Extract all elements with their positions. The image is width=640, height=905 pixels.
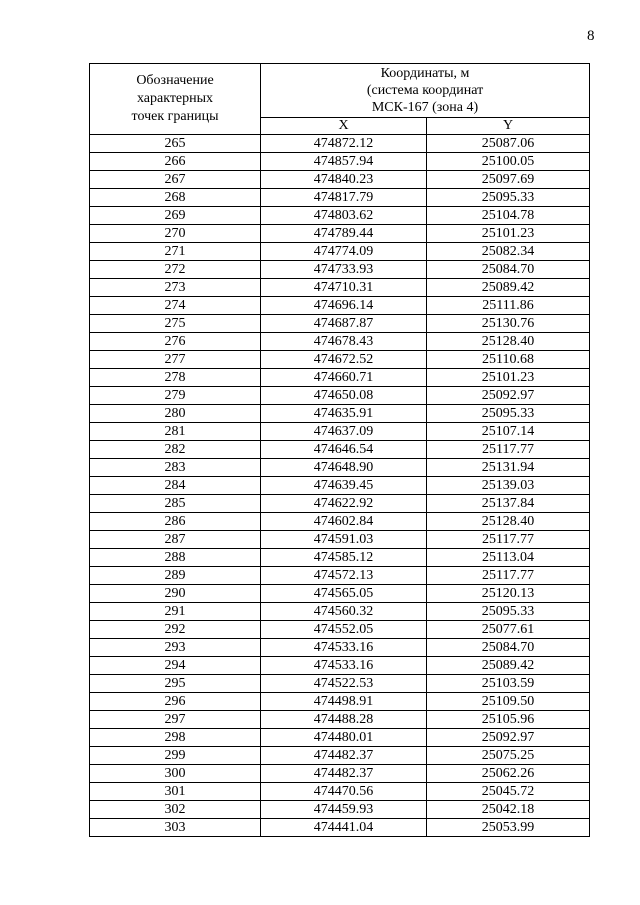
y-coordinate-cell: 25089.42 <box>427 279 590 297</box>
x-coordinate-cell: 474789.44 <box>261 225 427 243</box>
header-points-line-1: Обозначение <box>136 73 214 88</box>
table-row <box>90 243 590 261</box>
point-number-cell: 266 <box>90 153 261 171</box>
y-coordinate-cell: 25097.69 <box>427 171 590 189</box>
y-coordinate-cell: 25117.77 <box>427 441 590 459</box>
table-row <box>90 153 590 171</box>
point-number-cell: 277 <box>90 351 261 369</box>
x-coordinate-cell: 474710.31 <box>261 279 427 297</box>
point-number-cell: 295 <box>90 675 261 693</box>
table-row <box>90 567 590 585</box>
y-coordinate-cell: 25095.33 <box>427 405 590 423</box>
y-coordinate-cell: 25082.34 <box>427 243 590 261</box>
table-row <box>90 549 590 567</box>
point-number-cell: 281 <box>90 423 261 441</box>
y-coordinate-cell: 25107.14 <box>427 423 590 441</box>
header-points <box>90 64 261 135</box>
y-coordinate-cell: 25128.40 <box>427 513 590 531</box>
point-number-cell: 269 <box>90 207 261 225</box>
point-number-cell: 279 <box>90 387 261 405</box>
x-coordinate-cell: 474498.91 <box>261 693 427 711</box>
point-number-cell: 270 <box>90 225 261 243</box>
page-number: 8 <box>587 28 595 44</box>
y-coordinate-cell: 25109.50 <box>427 693 590 711</box>
table-row <box>90 315 590 333</box>
table-row <box>90 675 590 693</box>
x-coordinate-cell: 474840.23 <box>261 171 427 189</box>
y-coordinate-cell: 25105.96 <box>427 711 590 729</box>
point-number-cell: 265 <box>90 135 261 153</box>
y-coordinate-cell: 25089.42 <box>427 657 590 675</box>
x-coordinate-cell: 474672.52 <box>261 351 427 369</box>
x-coordinate-cell: 474622.92 <box>261 495 427 513</box>
table-row <box>90 297 590 315</box>
x-coordinate-cell: 474560.32 <box>261 603 427 621</box>
header-y: Y <box>427 118 590 135</box>
x-coordinate-cell: 474803.62 <box>261 207 427 225</box>
table-row <box>90 387 590 405</box>
table-row <box>90 783 590 801</box>
header-row <box>90 64 590 118</box>
x-coordinate-cell: 474522.53 <box>261 675 427 693</box>
table-row <box>90 441 590 459</box>
y-coordinate-cell: 25100.05 <box>427 153 590 171</box>
table-row <box>90 351 590 369</box>
y-coordinate-cell: 25131.94 <box>427 459 590 477</box>
x-coordinate-cell: 474660.71 <box>261 369 427 387</box>
point-number-cell: 290 <box>90 585 261 603</box>
point-number-cell: 292 <box>90 621 261 639</box>
coordinates-table <box>89 63 590 837</box>
header-points-line-2: характерных <box>136 91 214 106</box>
table-row <box>90 135 590 153</box>
y-coordinate-cell: 25113.04 <box>427 549 590 567</box>
y-coordinate-cell: 25137.84 <box>427 495 590 513</box>
x-coordinate-cell: 474687.87 <box>261 315 427 333</box>
table-row <box>90 765 590 783</box>
y-coordinate-cell: 25101.23 <box>427 225 590 243</box>
point-number-cell: 273 <box>90 279 261 297</box>
point-number-cell: 294 <box>90 657 261 675</box>
point-number-cell: 301 <box>90 783 261 801</box>
x-coordinate-cell: 474480.01 <box>261 729 427 747</box>
point-number-cell: 287 <box>90 531 261 549</box>
x-coordinate-cell: 474602.84 <box>261 513 427 531</box>
point-number-cell: 286 <box>90 513 261 531</box>
table-row <box>90 531 590 549</box>
x-coordinate-cell: 474817.79 <box>261 189 427 207</box>
point-number-cell: 298 <box>90 729 261 747</box>
y-coordinate-cell: 25045.72 <box>427 783 590 801</box>
y-coordinate-cell: 25120.13 <box>427 585 590 603</box>
x-coordinate-cell: 474857.94 <box>261 153 427 171</box>
y-coordinate-cell: 25111.86 <box>427 297 590 315</box>
point-number-cell: 272 <box>90 261 261 279</box>
x-coordinate-cell: 474648.90 <box>261 459 427 477</box>
y-coordinate-cell: 25084.70 <box>427 261 590 279</box>
x-coordinate-cell: 474696.14 <box>261 297 427 315</box>
x-coordinate-cell: 474470.56 <box>261 783 427 801</box>
x-coordinate-cell: 474591.03 <box>261 531 427 549</box>
table-row <box>90 711 590 729</box>
x-coordinate-cell: 474482.37 <box>261 747 427 765</box>
point-number-cell: 302 <box>90 801 261 819</box>
x-coordinate-cell: 474482.37 <box>261 765 427 783</box>
table-header <box>90 64 590 135</box>
table-row <box>90 405 590 423</box>
x-coordinate-cell: 474639.45 <box>261 477 427 495</box>
point-number-cell: 275 <box>90 315 261 333</box>
header-coords-line-3: МСК-167 (зона 4) <box>371 100 479 115</box>
point-number-cell: 285 <box>90 495 261 513</box>
x-coordinate-cell: 474552.05 <box>261 621 427 639</box>
y-coordinate-cell: 25110.68 <box>427 351 590 369</box>
y-coordinate-cell: 25117.77 <box>427 531 590 549</box>
y-coordinate-cell: 25092.97 <box>427 387 590 405</box>
table-row <box>90 225 590 243</box>
point-number-cell: 274 <box>90 297 261 315</box>
y-coordinate-cell: 25117.77 <box>427 567 590 585</box>
table-row <box>90 333 590 351</box>
point-number-cell: 271 <box>90 243 261 261</box>
y-coordinate-cell: 25095.33 <box>427 189 590 207</box>
point-number-cell: 278 <box>90 369 261 387</box>
point-number-cell: 291 <box>90 603 261 621</box>
table-row <box>90 513 590 531</box>
x-coordinate-cell: 474488.28 <box>261 711 427 729</box>
x-coordinate-cell: 474459.93 <box>261 801 427 819</box>
x-coordinate-cell: 474635.91 <box>261 405 427 423</box>
point-number-cell: 288 <box>90 549 261 567</box>
y-coordinate-cell: 25101.23 <box>427 369 590 387</box>
x-coordinate-cell: 474646.54 <box>261 441 427 459</box>
point-number-cell: 300 <box>90 765 261 783</box>
y-coordinate-cell: 25095.33 <box>427 603 590 621</box>
y-coordinate-cell: 25075.25 <box>427 747 590 765</box>
y-coordinate-cell: 25042.18 <box>427 801 590 819</box>
x-coordinate-cell: 474585.12 <box>261 549 427 567</box>
x-coordinate-cell: 474774.09 <box>261 243 427 261</box>
table-row <box>90 657 590 675</box>
x-coordinate-cell: 474533.16 <box>261 657 427 675</box>
y-coordinate-cell: 25104.78 <box>427 207 590 225</box>
point-number-cell: 280 <box>90 405 261 423</box>
header-x: X <box>261 118 427 135</box>
table-row <box>90 495 590 513</box>
table-row <box>90 693 590 711</box>
table-body <box>90 135 590 837</box>
table-row <box>90 423 590 441</box>
y-coordinate-cell: 25139.03 <box>427 477 590 495</box>
point-number-cell: 293 <box>90 639 261 657</box>
header-points-line-3: точек границы <box>131 109 219 124</box>
table-row <box>90 189 590 207</box>
point-number-cell: 267 <box>90 171 261 189</box>
x-coordinate-cell: 474733.93 <box>261 261 427 279</box>
point-number-cell: 289 <box>90 567 261 585</box>
table-row <box>90 639 590 657</box>
point-number-cell: 284 <box>90 477 261 495</box>
table-row <box>90 459 590 477</box>
x-coordinate-cell: 474565.05 <box>261 585 427 603</box>
y-coordinate-cell: 25103.59 <box>427 675 590 693</box>
table-row <box>90 477 590 495</box>
y-coordinate-cell: 25092.97 <box>427 729 590 747</box>
table-row <box>90 729 590 747</box>
table-row <box>90 621 590 639</box>
header-coords-line-1: Координаты, м <box>380 66 470 81</box>
x-coordinate-cell: 474637.09 <box>261 423 427 441</box>
point-number-cell: 283 <box>90 459 261 477</box>
header-coordinates <box>261 64 590 118</box>
x-coordinate-cell: 474872.12 <box>261 135 427 153</box>
header-coords-line-2: (система координат <box>366 83 484 98</box>
y-coordinate-cell: 25087.06 <box>427 135 590 153</box>
y-coordinate-cell: 25062.26 <box>427 765 590 783</box>
table-row <box>90 819 590 837</box>
x-coordinate-cell: 474572.13 <box>261 567 427 585</box>
point-number-cell: 303 <box>90 819 261 837</box>
table-row <box>90 585 590 603</box>
y-coordinate-cell: 25130.76 <box>427 315 590 333</box>
point-number-cell: 299 <box>90 747 261 765</box>
point-number-cell: 296 <box>90 693 261 711</box>
y-coordinate-cell: 25053.99 <box>427 819 590 837</box>
table-row <box>90 369 590 387</box>
table-row <box>90 279 590 297</box>
y-coordinate-cell: 25077.61 <box>427 621 590 639</box>
table-row <box>90 207 590 225</box>
x-coordinate-cell: 474678.43 <box>261 333 427 351</box>
y-coordinate-cell: 25128.40 <box>427 333 590 351</box>
x-coordinate-cell: 474533.16 <box>261 639 427 657</box>
point-number-cell: 282 <box>90 441 261 459</box>
table-row <box>90 171 590 189</box>
table-row <box>90 603 590 621</box>
table-row <box>90 801 590 819</box>
point-number-cell: 268 <box>90 189 261 207</box>
x-coordinate-cell: 474441.04 <box>261 819 427 837</box>
x-coordinate-cell: 474650.08 <box>261 387 427 405</box>
table-row <box>90 261 590 279</box>
table-row <box>90 747 590 765</box>
y-coordinate-cell: 25084.70 <box>427 639 590 657</box>
point-number-cell: 297 <box>90 711 261 729</box>
point-number-cell: 276 <box>90 333 261 351</box>
